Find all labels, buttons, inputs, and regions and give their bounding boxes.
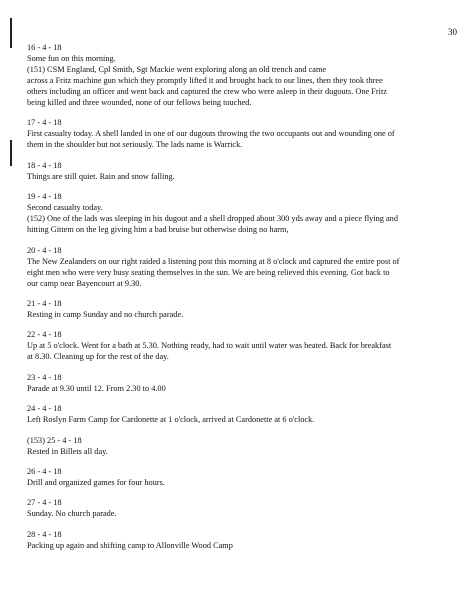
diary-entry [27, 42, 459, 108]
diary-entry [27, 329, 459, 362]
entry-text: The New Zealanders on our right raided a listening post this morning at 8 o'clock and captured the entire post of eight men who were very busy seating themselves in the sun. We are being relieved this evening. Got back to our camp near Bayencourt at 9.30. [27, 256, 400, 288]
entry-date: 28 - 4 - 18 [27, 529, 62, 539]
diary-entry [27, 435, 459, 457]
entry-date: 19 - 4 - 18 [27, 192, 62, 202]
entry-date: 21 - 4 - 18 [27, 298, 62, 308]
entry-text: Left Roslyn Farm Camp for Cardonette at 1 o'clock, arrived at Cardonette at 6 o'clock. [27, 415, 315, 425]
entry-date: 20 - 4 - 18 [27, 245, 62, 255]
entry-text: Up at 5 o'clock. Went for a bath at 5.30. Nothing ready, had to wait until water was heated. Back for breakfast at 8.30. Cleaning up for the rest of the day. [27, 341, 392, 362]
diary-entry [27, 160, 459, 182]
diary-entry [27, 372, 459, 394]
entry-text: Some fun on this morning. (151) CSM England, Cpl Smith, Sgt Mackie went exploring along an old trench and came across a Fritz machine gun which they promptly lifted it and brought back to our lines, then they took three others including an officer and went back and captured the crew who were asleep in their dugouts. One Fritz being killed and three wounded, none of our fellows being touched. [27, 54, 387, 107]
diary-entry [27, 298, 459, 320]
entry-date: 27 - 4 - 18 [27, 498, 62, 508]
scan-edge-mark-top [10, 18, 12, 48]
entry-date: 16 - 4 - 18 [27, 43, 62, 52]
entry-date: 18 - 4 - 18 [27, 160, 62, 170]
entry-text: Drill and organized games for four hours. [27, 477, 165, 487]
diary-entry [27, 191, 459, 235]
entry-date: 24 - 4 - 18 [27, 404, 62, 414]
entry-text: First casualty today. A shell landed in one of our dugouts throwing the two occupants out and wounding one of them in the shoulder but not seriously. The lads name is Warrick. [27, 129, 395, 150]
diary-entries [27, 42, 459, 560]
entry-text: Packing up again and shifting camp to Allonville Wood Camp [27, 540, 233, 550]
diary-entry [27, 466, 459, 488]
entry-date: 22 - 4 - 18 [27, 330, 62, 340]
diary-entry [27, 529, 459, 551]
entry-text: Rested in Billets all day. [27, 446, 108, 456]
page-number: 30 [448, 27, 457, 37]
entry-text: Things are still quiet. Rain and snow falling. [27, 171, 175, 181]
entry-text: Sunday. No church parade. [27, 509, 117, 519]
diary-entry [27, 403, 459, 425]
entry-date: 26 - 4 - 18 [27, 466, 62, 476]
entry-text: Resting in camp Sunday and no church parade. [27, 309, 184, 319]
scan-edge-mark-mid [10, 140, 12, 166]
entry-date: (153) 25 - 4 - 18 [27, 435, 82, 445]
entry-text: Parade at 9.30 until 12. From 2.30 to 4.00 [27, 383, 166, 393]
diary-entry [27, 117, 459, 150]
entry-date: 17 - 4 - 18 [27, 118, 62, 128]
entry-date: 23 - 4 - 18 [27, 372, 62, 382]
diary-entry [27, 497, 459, 519]
diary-entry [27, 245, 459, 289]
entry-text: Second casualty today. (152) One of the lads was sleeping in his dugout and a shell dropped about 300 yds away and a piece flying and hitting Gittem on the leg giving him a bad bruise but otherwise doing no harm, [27, 203, 398, 235]
